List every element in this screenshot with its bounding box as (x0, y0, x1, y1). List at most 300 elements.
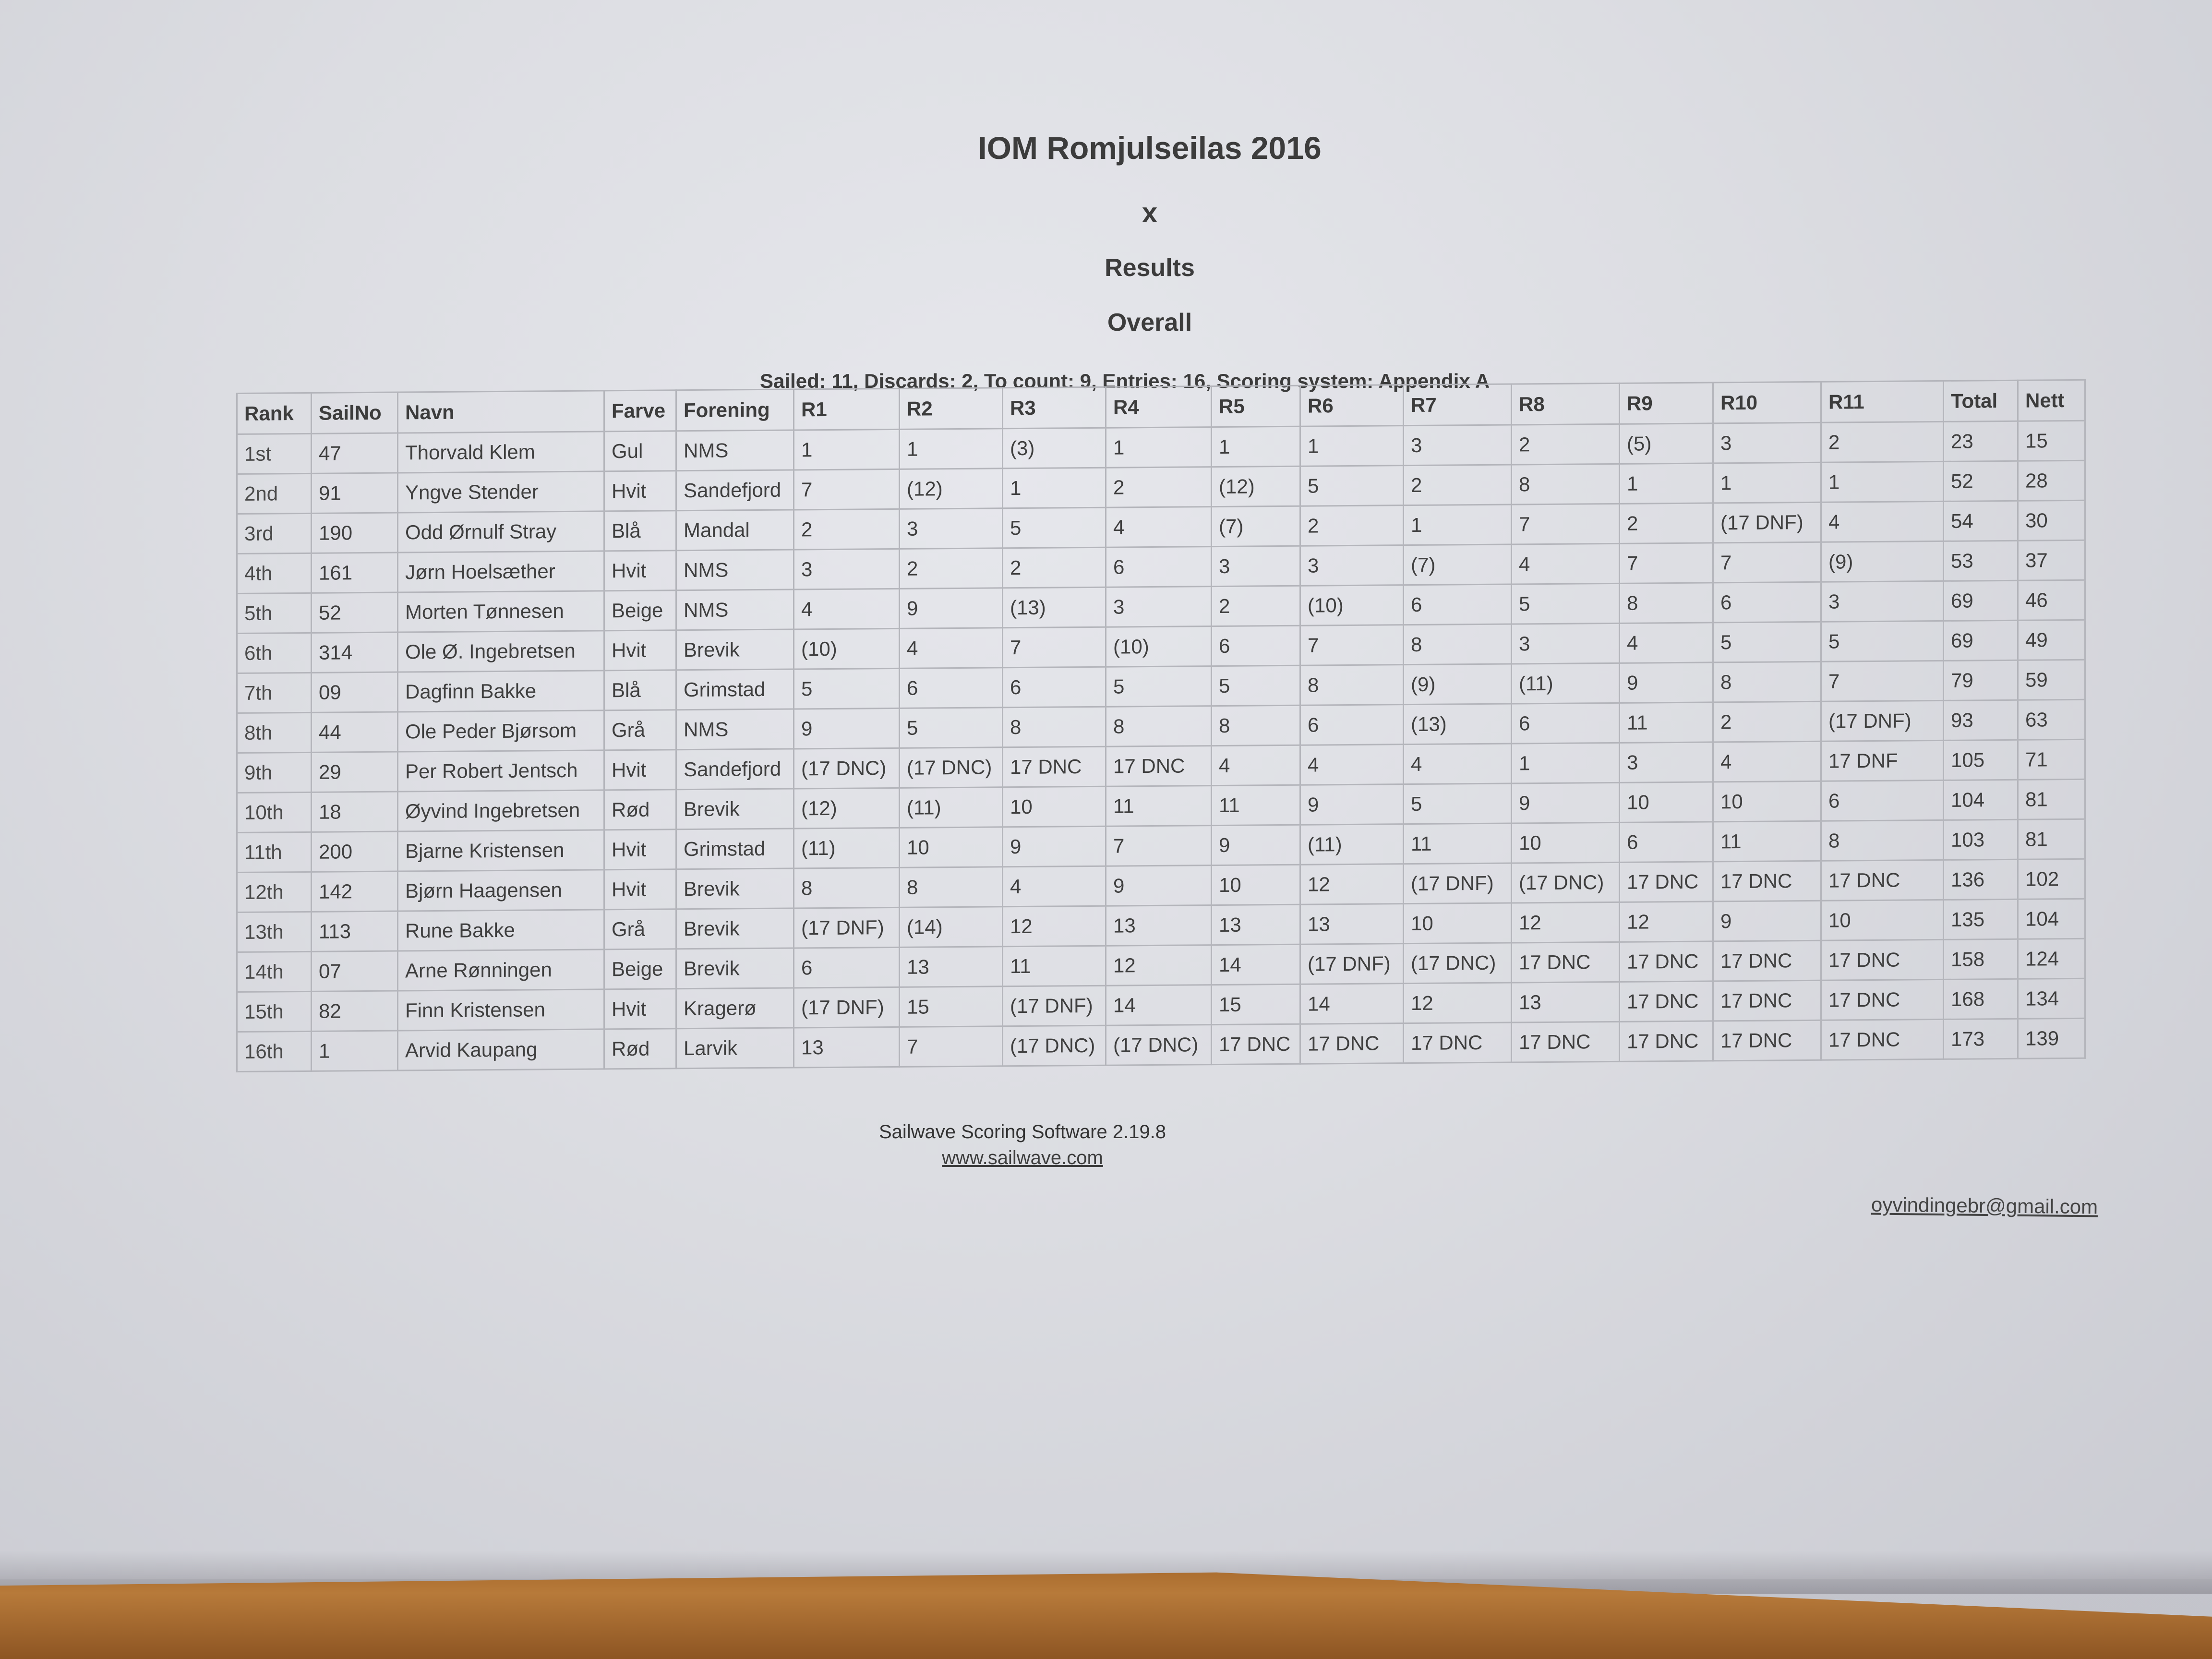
cell-forening: NMS (676, 430, 794, 471)
cell-r9: 6 (1620, 822, 1713, 862)
cell-r9: 17 DNC (1620, 1021, 1713, 1061)
cell-r4: 8 (1106, 706, 1212, 747)
cell-nett: 81 (2018, 779, 2085, 819)
cell-r6: 17 DNC (1300, 1023, 1404, 1064)
cell-forening: Brevik (676, 789, 794, 830)
column-header-r3: R3 (1003, 387, 1106, 429)
cell-r7: (9) (1404, 664, 1512, 705)
cell-r8: 10 (1512, 822, 1620, 863)
cell-rank: 15th (237, 991, 312, 1032)
cell-forening: Brevik (676, 948, 794, 989)
cell-sailno: 190 (312, 513, 398, 553)
cell-r1: (10) (794, 628, 900, 669)
cell-r11: 17 DNF (1821, 740, 1944, 781)
cell-total: 79 (1944, 660, 2018, 700)
cell-r6: 12 (1300, 864, 1404, 905)
cell-r3: 7 (1003, 627, 1106, 668)
cell-farve: Beige (604, 590, 676, 631)
cell-farve: Grå (604, 710, 676, 750)
cell-rank: 10th (237, 792, 312, 832)
cell-r10: 1 (1713, 462, 1821, 503)
cell-rank: 13th (237, 912, 312, 952)
cell-r10: 6 (1713, 582, 1821, 623)
cell-r6: 13 (1300, 904, 1404, 945)
cell-nett: 104 (2018, 899, 2085, 939)
cell-r1: 8 (794, 867, 900, 908)
cell-r11: 2 (1821, 421, 1944, 462)
cell-forening: NMS (676, 550, 794, 590)
cell-r4: 2 (1106, 467, 1212, 508)
cell-navn: Rune Bakke (398, 910, 604, 951)
cell-r11: 3 (1821, 581, 1944, 622)
cell-nett: 37 (2018, 540, 2085, 580)
cell-r5: 15 (1212, 984, 1300, 1024)
cell-navn: Finn Kristensen (398, 989, 604, 1031)
cell-r4: 9 (1106, 866, 1212, 906)
cell-navn: Yngve Stender (398, 471, 604, 513)
cell-r10: 2 (1713, 701, 1821, 742)
cell-r7: 3 (1404, 425, 1512, 466)
cell-r7: 4 (1404, 744, 1512, 784)
cell-r8: 2 (1512, 424, 1620, 465)
cell-r2: (12) (900, 469, 1003, 509)
cell-r5: 10 (1212, 865, 1300, 905)
cell-r9: 4 (1620, 623, 1713, 663)
cell-sailno: 314 (312, 632, 398, 673)
cell-rank: 11th (237, 832, 312, 872)
cell-r1: 7 (794, 469, 900, 510)
cell-r8: 13 (1512, 982, 1620, 1022)
cell-forening: Brevik (676, 908, 794, 949)
cell-nett: 15 (2018, 421, 2085, 461)
cell-r4: (17 DNC) (1106, 1025, 1212, 1066)
cell-r4: 6 (1106, 547, 1212, 588)
cell-r3: 1 (1003, 468, 1106, 508)
cell-forening: Larvik (676, 1028, 794, 1069)
cell-r4: 17 DNC (1106, 746, 1212, 787)
cell-r7: 17 DNC (1404, 1022, 1512, 1063)
cell-r11: 17 DNC (1821, 860, 1944, 901)
cell-r10: 17 DNC (1713, 1020, 1821, 1061)
column-header-r4: R4 (1106, 386, 1212, 428)
cell-r9: 10 (1620, 782, 1713, 822)
cell-r9: 11 (1620, 702, 1713, 743)
cell-r2: (17 DNC) (900, 747, 1003, 788)
cell-farve: Beige (604, 949, 676, 989)
cell-r8: (11) (1512, 663, 1620, 704)
cell-r5: 9 (1212, 825, 1300, 865)
cell-r11: 4 (1821, 501, 1944, 542)
cell-navn: Thorvald Klem (398, 432, 604, 473)
cell-r1: (17 DNC) (794, 748, 900, 789)
cell-r3: 4 (1003, 866, 1106, 907)
cell-farve: Hvit (604, 989, 676, 1029)
cell-r9: 8 (1620, 583, 1713, 623)
cell-rank: 1st (237, 433, 312, 474)
column-header-navn: Navn (398, 391, 604, 433)
cell-r3: 5 (1003, 507, 1106, 548)
cell-farve: Hvit (604, 869, 676, 910)
cell-r8: 12 (1512, 902, 1620, 943)
column-header-r7: R7 (1404, 384, 1512, 426)
cell-forening: NMS (676, 709, 794, 750)
cell-farve: Rød (604, 790, 676, 830)
cell-total: 69 (1944, 580, 2018, 621)
results-body (237, 421, 2085, 1071)
cell-nett: 59 (2018, 660, 2085, 700)
cell-r9: 2 (1620, 503, 1713, 543)
cell-total: 52 (1944, 461, 2018, 501)
cell-nett: 102 (2018, 859, 2085, 899)
cell-r2: (14) (900, 907, 1003, 948)
cell-r1: (11) (794, 828, 900, 868)
cell-r7: 5 (1404, 783, 1512, 824)
cell-r4: 3 (1106, 587, 1212, 627)
cell-r3: 9 (1003, 826, 1106, 867)
column-header-r9: R9 (1620, 383, 1713, 424)
cell-navn: Morten Tønnesen (398, 591, 604, 632)
cell-r11: 17 DNC (1821, 1019, 1944, 1060)
cell-r5: (12) (1212, 466, 1300, 506)
cell-rank: 4th (237, 553, 312, 593)
cell-r9: (5) (1620, 423, 1713, 464)
cell-total: 173 (1944, 1019, 2018, 1059)
cell-total: 136 (1944, 859, 2018, 900)
cell-r9: 7 (1620, 543, 1713, 583)
cell-r6: (11) (1300, 824, 1404, 865)
cell-farve: Hvit (604, 630, 676, 671)
column-header-farve: Farve (604, 390, 676, 432)
cell-r5: 11 (1212, 785, 1300, 825)
cell-forening: Mandal (676, 510, 794, 551)
cell-r10: 11 (1713, 821, 1821, 862)
cell-r2: 6 (900, 668, 1003, 709)
cell-r9: 1 (1620, 463, 1713, 504)
cell-r5: 6 (1212, 625, 1300, 666)
cell-r1: (17 DNF) (794, 907, 900, 948)
cell-r1: 3 (794, 549, 900, 589)
cell-rank: 12th (237, 872, 312, 912)
cell-r6: 1 (1300, 426, 1404, 467)
cell-farve: Hvit (604, 830, 676, 870)
column-header-r6: R6 (1300, 385, 1404, 427)
cell-r8: 7 (1512, 504, 1620, 544)
contact-email-link[interactable]: oyvindingebr@gmail.com (1871, 1193, 2098, 1218)
sailwave-link[interactable]: www.sailwave.com (942, 1147, 1103, 1168)
cell-r7: (17 DNF) (1404, 863, 1512, 904)
cell-r2: 3 (900, 508, 1003, 549)
cell-r11: (17 DNF) (1821, 700, 1944, 741)
results-table-wrapper (236, 379, 2086, 1072)
cell-r10: 10 (1713, 781, 1821, 822)
cell-nett: 71 (2018, 739, 2085, 780)
cell-navn: Ole Peder Bjørsom (398, 710, 604, 752)
cell-r7: (17 DNC) (1404, 943, 1512, 984)
cell-r6: 5 (1300, 466, 1404, 506)
cell-nett: 28 (2018, 460, 2085, 501)
cell-r4: 11 (1106, 786, 1212, 827)
cell-r4: (10) (1106, 626, 1212, 667)
cell-r1: 2 (794, 509, 900, 550)
cell-r1: 6 (794, 947, 900, 988)
cell-sailno: 09 (312, 672, 398, 712)
cell-rank: 8th (237, 712, 312, 753)
cell-r2: 9 (900, 588, 1003, 629)
cell-navn: Arne Rønningen (398, 950, 604, 991)
cell-navn: Bjarne Kristensen (398, 830, 604, 871)
cell-r8: 3 (1512, 623, 1620, 664)
cell-total: 23 (1944, 421, 2018, 461)
cell-r8: 4 (1512, 543, 1620, 584)
cell-total: 69 (1944, 620, 2018, 661)
cell-r3: 2 (1003, 547, 1106, 588)
cell-farve: Hvit (604, 750, 676, 790)
cell-r5: 1 (1212, 426, 1300, 467)
cell-r9: 17 DNC (1620, 981, 1713, 1022)
cell-r8: 5 (1512, 583, 1620, 624)
section-heading: Results (1105, 254, 1195, 282)
cell-rank: 5th (237, 593, 312, 633)
cell-r2: 13 (900, 947, 1003, 987)
cell-total: 135 (1944, 899, 2018, 939)
cell-forening: Brevik (676, 868, 794, 909)
cell-total: 53 (1944, 541, 2018, 581)
cell-r1: 9 (794, 708, 900, 749)
cell-total: 168 (1944, 979, 2018, 1019)
cell-nett: 134 (2018, 978, 2085, 1019)
column-header-forening: Forening (676, 389, 794, 431)
cell-farve: Grå (604, 909, 676, 950)
cell-navn: Jørn Hoelsæther (398, 551, 604, 592)
cell-nett: 124 (2018, 938, 2085, 979)
column-header-nett: Nett (2018, 380, 2085, 421)
cell-r10: 4 (1713, 741, 1821, 782)
cell-forening: NMS (676, 589, 794, 630)
cell-forening: Brevik (676, 629, 794, 670)
cell-r11: (9) (1821, 541, 1944, 582)
cell-r9: 17 DNC (1620, 941, 1713, 982)
cell-navn: Bjørn Haagensen (398, 870, 604, 911)
cell-r4: 12 (1106, 945, 1212, 986)
document-subtitle: x (1142, 197, 1158, 228)
cell-nett: 46 (2018, 580, 2085, 620)
document-title: IOM Romjulseilas 2016 (978, 130, 1322, 166)
cell-r9: 12 (1620, 902, 1713, 942)
cell-r7: 12 (1404, 983, 1512, 1023)
cell-rank: 2nd (237, 473, 312, 514)
cell-r3: (17 DNC) (1003, 1025, 1106, 1066)
cell-r7: 1 (1404, 505, 1512, 545)
cell-sailno: 82 (312, 991, 398, 1031)
cell-r10: 3 (1713, 422, 1821, 463)
cell-sailno: 113 (312, 911, 398, 951)
cell-total: 54 (1944, 501, 2018, 541)
cell-nett: 63 (2018, 699, 2085, 740)
cell-r4: 7 (1106, 826, 1212, 866)
cell-r8: 17 DNC (1512, 942, 1620, 983)
series-summary: Sailed: 11, Discards: 2, To count: 9, Entries: 16, Scoring system: Appendix A (760, 370, 1490, 392)
cell-r11: 1 (1821, 461, 1944, 502)
cell-farve: Hvit (604, 551, 676, 591)
column-header-rank: Rank (237, 393, 312, 434)
cell-sailno: 44 (312, 712, 398, 752)
cell-r11: 5 (1821, 621, 1944, 661)
cell-total: 104 (1944, 780, 2018, 820)
cell-r5: 2 (1212, 586, 1300, 626)
cell-r3: 11 (1003, 946, 1106, 986)
cell-farve: Blå (604, 511, 676, 551)
cell-r1: (12) (794, 788, 900, 829)
cell-total: 103 (1944, 819, 2018, 860)
cell-navn: Arvid Kaupang (398, 1029, 604, 1070)
cell-r10: 8 (1713, 661, 1821, 702)
cell-r3: 8 (1003, 707, 1106, 747)
cell-r3: 12 (1003, 906, 1106, 947)
cell-r6: 9 (1300, 784, 1404, 825)
cell-r2: 8 (900, 867, 1003, 908)
cell-sailno: 200 (312, 831, 398, 872)
cell-r7: (13) (1404, 704, 1512, 745)
cell-r8: 17 DNC (1512, 1022, 1620, 1062)
cell-nett: 30 (2018, 500, 2085, 541)
cell-r8: 6 (1512, 703, 1620, 744)
cell-r5: 13 (1212, 904, 1300, 945)
cell-r8: (17 DNC) (1512, 862, 1620, 903)
cell-r3: 17 DNC (1003, 746, 1106, 787)
cell-r3: 10 (1003, 786, 1106, 827)
cell-total: 158 (1944, 939, 2018, 979)
cell-r1: (17 DNF) (794, 987, 900, 1028)
cell-r6: 3 (1300, 545, 1404, 586)
cell-r9: 9 (1620, 662, 1713, 703)
cell-r9: 3 (1620, 742, 1713, 782)
cell-r1: 1 (794, 429, 900, 470)
cell-rank: 14th (237, 951, 312, 992)
cell-rank: 7th (237, 673, 312, 713)
cell-r11: 6 (1821, 780, 1944, 821)
cell-r6: 4 (1300, 745, 1404, 785)
column-header-r2: R2 (900, 388, 1003, 430)
cell-rank: 16th (237, 1031, 312, 1071)
cell-rank: 9th (237, 752, 312, 793)
cell-r1: 13 (794, 1027, 900, 1068)
cell-r3: (13) (1003, 587, 1106, 628)
cell-navn: Dagfinn Bakke (398, 671, 604, 712)
cell-r2: 5 (900, 708, 1003, 748)
cell-sailno: 52 (312, 592, 398, 633)
cell-farve: Blå (604, 670, 676, 710)
cell-sailno: 18 (312, 792, 398, 832)
cell-forening: Grimstad (676, 669, 794, 710)
cell-rank: 3rd (237, 513, 312, 553)
cell-rank: 6th (237, 633, 312, 673)
cell-forening: Sandefjord (676, 749, 794, 790)
cell-r10: 7 (1713, 542, 1821, 583)
cell-r7: (7) (1404, 544, 1512, 585)
cell-r11: 10 (1821, 900, 1944, 940)
cell-r11: 17 DNC (1821, 979, 1944, 1020)
cell-r7: 11 (1404, 823, 1512, 864)
cell-r5: 14 (1212, 944, 1300, 985)
cell-r2: (11) (900, 787, 1003, 828)
cell-r6: 8 (1300, 665, 1404, 706)
column-header-r8: R8 (1512, 383, 1620, 425)
cell-r2: 2 (900, 548, 1003, 589)
cell-r11: 8 (1821, 820, 1944, 861)
cell-r2: 7 (900, 1026, 1003, 1067)
cell-r5: (7) (1212, 506, 1300, 546)
cell-nett: 81 (2018, 819, 2085, 859)
cell-r4: 5 (1106, 666, 1212, 707)
software-credit: Sailwave Scoring Software 2.19.8 (878, 1121, 1166, 1142)
cell-r7: 6 (1404, 584, 1512, 625)
column-header-r11: R11 (1821, 381, 1944, 422)
cell-navn: Øyvind Ingebretsen (398, 790, 604, 831)
column-header-r5: R5 (1212, 385, 1300, 427)
cell-r8: 9 (1512, 782, 1620, 823)
cell-total: 105 (1944, 740, 2018, 780)
cell-r4: 1 (1106, 427, 1212, 468)
cell-sailno: 07 (312, 951, 398, 991)
division-heading: Overall (1107, 309, 1192, 337)
cell-r7: 8 (1404, 624, 1512, 665)
cell-sailno: 142 (312, 871, 398, 912)
cell-r4: 13 (1106, 905, 1212, 946)
cell-r7: 10 (1404, 903, 1512, 944)
cell-r10: 17 DNC (1713, 980, 1821, 1021)
cell-r2: 15 (900, 986, 1003, 1027)
cell-r3: 6 (1003, 667, 1106, 708)
cell-navn: Odd Ørnulf Stray (398, 511, 604, 553)
cell-sailno: 47 (312, 433, 398, 473)
cell-r6: 14 (1300, 984, 1404, 1024)
cell-r10: 17 DNC (1713, 940, 1821, 981)
cell-farve: Hvit (604, 471, 676, 511)
column-header-sailno: SailNo (312, 392, 398, 433)
cell-forening: Grimstad (676, 829, 794, 869)
cell-sailno: 29 (312, 752, 398, 792)
cell-r1: 4 (794, 589, 900, 629)
cell-r2: 10 (900, 827, 1003, 868)
cell-sailno: 161 (312, 553, 398, 593)
cell-r6: 7 (1300, 625, 1404, 666)
cell-r5: 3 (1212, 546, 1300, 586)
cell-farve: Rød (604, 1029, 676, 1069)
cell-farve: Gul (604, 431, 676, 471)
cell-r5: 5 (1212, 665, 1300, 706)
cell-r3: (3) (1003, 428, 1106, 469)
cell-r8: 8 (1512, 464, 1620, 505)
cell-r5: 4 (1212, 745, 1300, 785)
cell-sailno: 1 (312, 1031, 398, 1071)
column-header-total: Total (1944, 380, 2018, 421)
cell-r10: 9 (1713, 901, 1821, 941)
cell-r6: (10) (1300, 585, 1404, 626)
cell-r11: 7 (1821, 661, 1944, 701)
cell-r6: 2 (1300, 505, 1404, 546)
results-table (236, 379, 2086, 1072)
cell-nett: 49 (2018, 620, 2085, 660)
column-header-r10: R10 (1713, 382, 1821, 423)
cell-r3: (17 DNF) (1003, 986, 1106, 1026)
cell-r10: (17 DNF) (1713, 502, 1821, 543)
cell-forening: Sandefjord (676, 470, 794, 511)
cell-total: 93 (1944, 700, 2018, 740)
cell-r4: 4 (1106, 507, 1212, 548)
cell-forening: Kragerø (676, 988, 794, 1029)
cell-navn: Ole Ø. Ingebretsen (398, 631, 604, 672)
cell-sailno: 91 (312, 473, 398, 513)
